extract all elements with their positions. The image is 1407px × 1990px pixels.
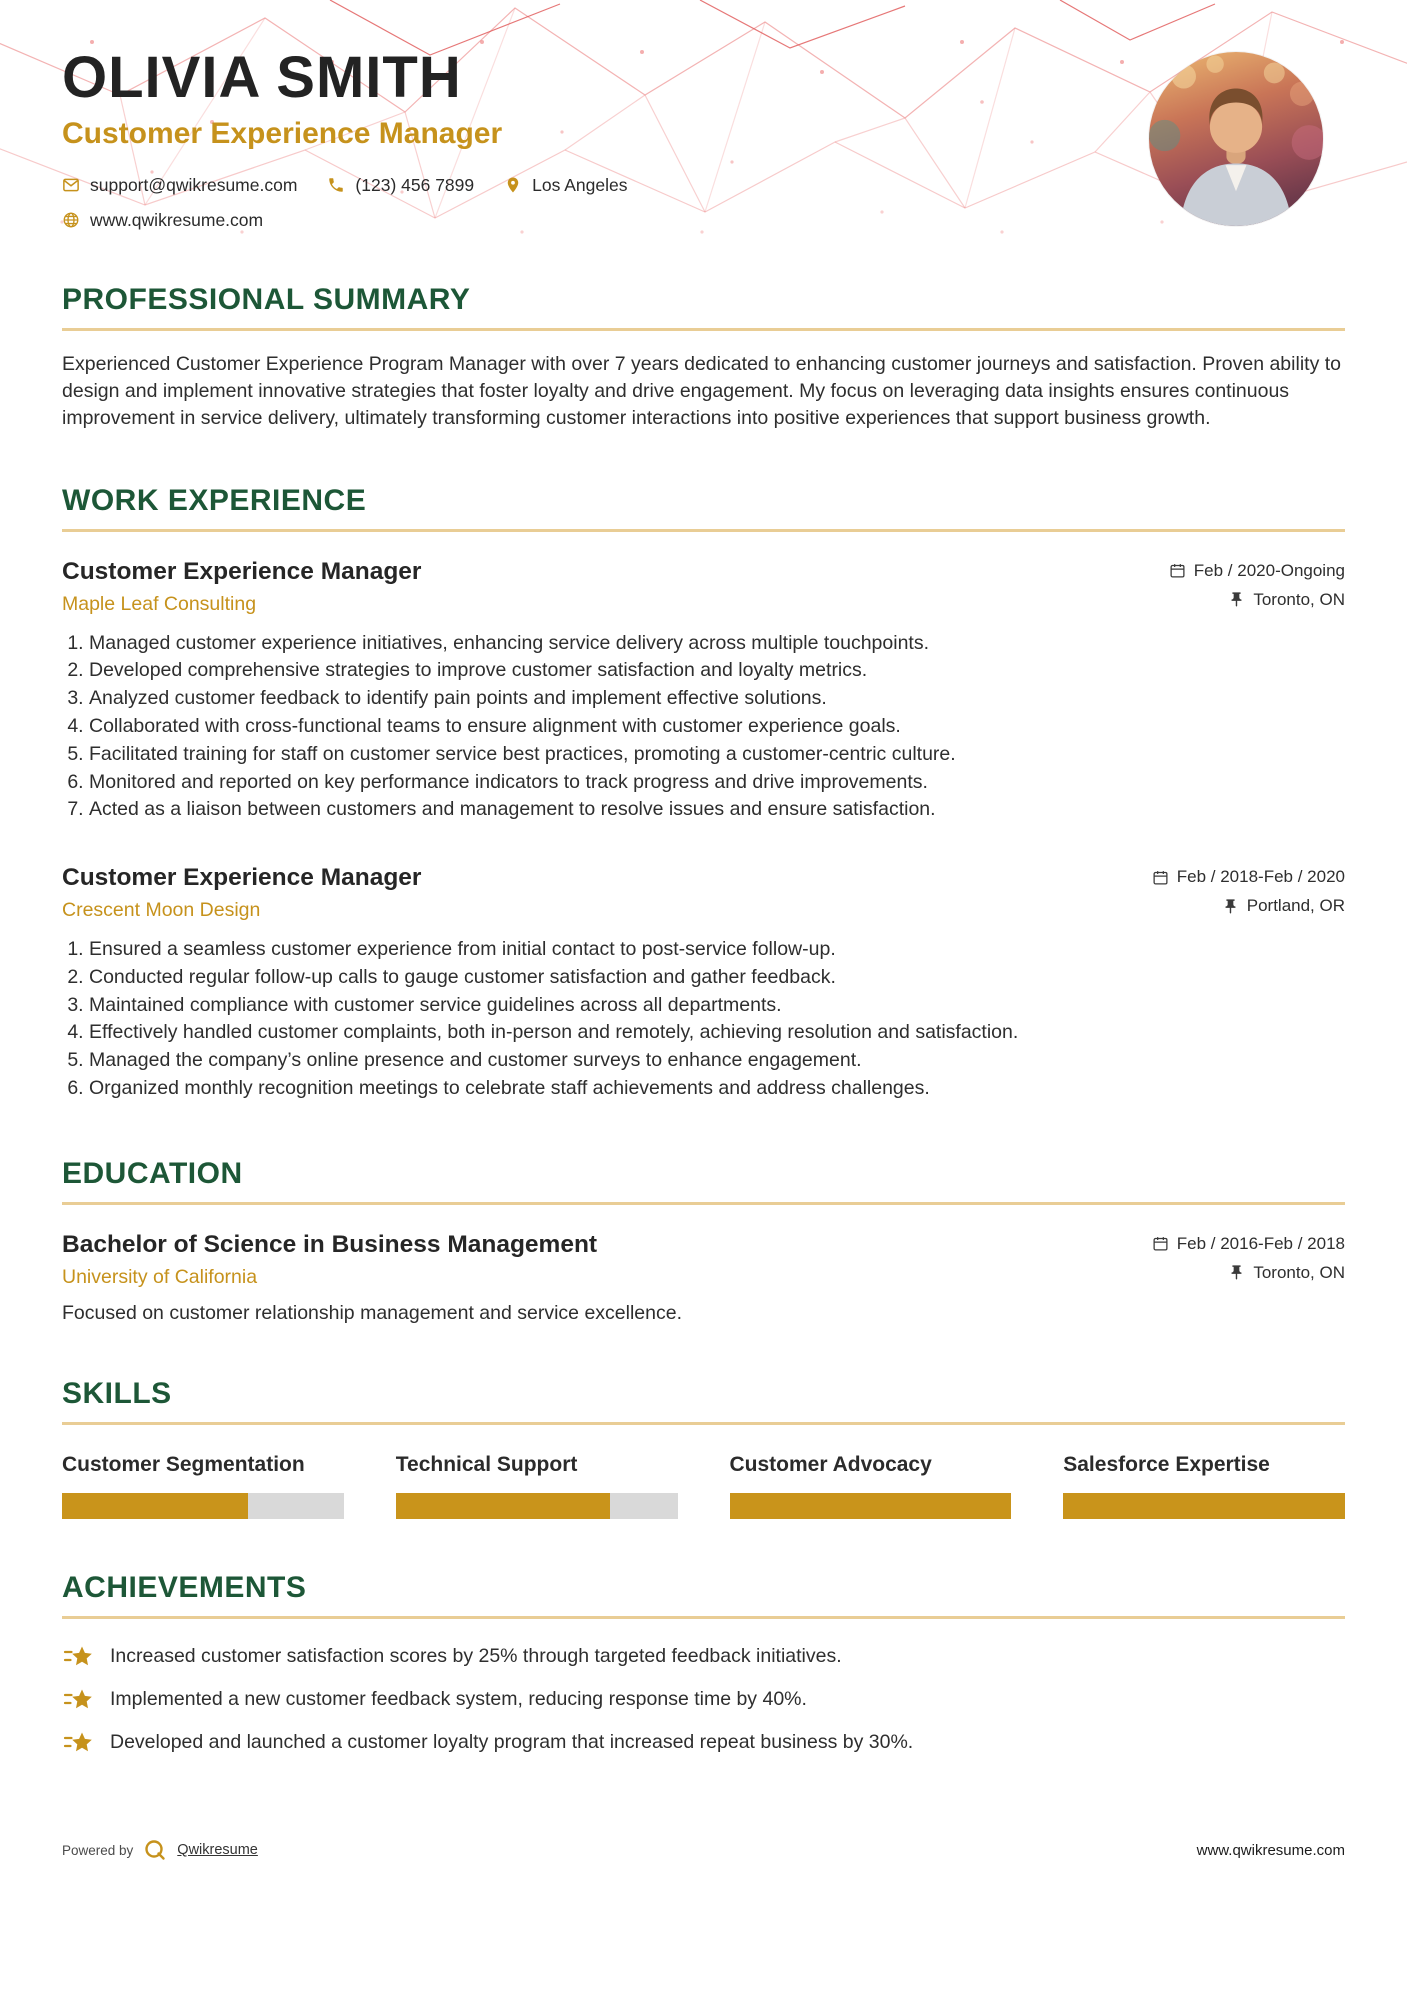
education-heading: EDUCATION [62, 1157, 1345, 1205]
contact-website [62, 210, 263, 231]
section-education [62, 1157, 1345, 1325]
contact-location-text: Los Angeles [532, 174, 628, 195]
candidate-name: OLIVIA SMITH [62, 45, 462, 110]
skill-bar [62, 1493, 344, 1519]
job-2-bullet: 6. Organized monthly recognition meetings to celebrate staff achievements and address challenges. [89, 1077, 1345, 1101]
calendar-icon [1152, 1235, 1169, 1252]
award-star-icon [62, 1686, 94, 1714]
job-1-bullet: 5. Facilitated training for staff on customer service best practices, promoting a customer-centric culture. [89, 743, 1345, 767]
job-1-bullet: 4. Collaborated with cross-functional teams to ensure alignment with customer experience goals. [89, 715, 1345, 739]
work-heading: WORK EXPERIENCE [62, 484, 1345, 532]
resume-header [62, 45, 1345, 231]
job-1-title: Customer Experience Manager [62, 557, 422, 585]
section-skills [62, 1377, 1345, 1519]
job-2-title: Customer Experience Manager [62, 864, 422, 892]
calendar-icon [1169, 562, 1186, 579]
education-school: University of California [62, 1265, 258, 1288]
contact-email-text: support@qwikresume.com [90, 174, 298, 195]
award-star-icon [62, 1729, 94, 1757]
contact-phone [327, 175, 474, 196]
education-location: Toronto, ON [1228, 1263, 1345, 1283]
candidate-title: Customer Experience Manager [62, 116, 503, 150]
job-1-bullet: 3. Analyzed customer feedback to identify pain points and implement effective solutions. [89, 687, 1345, 711]
job-1-bullet: 7. Acted as a liaison between customers and management to resolve issues and ensure satisfaction. [89, 798, 1345, 822]
contact-email [62, 175, 297, 196]
pushpin-icon [1228, 591, 1245, 608]
achievement-item [62, 1729, 1345, 1757]
skill-bar-fill [730, 1493, 1012, 1519]
skill-item [396, 1453, 678, 1519]
qwikresume-logo-icon [143, 1838, 167, 1862]
skill-item [62, 1453, 344, 1519]
contact-row-2 [62, 210, 628, 231]
avatar [1149, 52, 1323, 226]
skill-item [730, 1453, 1012, 1519]
header-text-block [62, 45, 628, 231]
education-entry [62, 1231, 1345, 1325]
section-professional-summary [62, 283, 1345, 432]
job-1-bullet: 6. Monitored and reported on key performance indicators to track progress and drive improvements. [89, 771, 1345, 795]
achievement-item [62, 1686, 1345, 1714]
job-entry-1 [62, 558, 1345, 822]
job-1-bullet: 2. Developed comprehensive strategies to improve customer satisfaction and loyalty metrics. [89, 659, 1345, 683]
job-1-dates: Feb / 2020-Ongoing [1169, 561, 1345, 581]
section-work-experience [62, 484, 1345, 1105]
achievement-text: Increased customer satisfaction scores by 25% through targeted feedback initiatives. [110, 1645, 842, 1668]
footer-website: www.qwikresume.com [1196, 1841, 1345, 1859]
powered-by-block [62, 1838, 258, 1862]
job-2-location: Portland, OR [1222, 896, 1345, 916]
skill-bar [1063, 1493, 1345, 1519]
summary-text: Experienced Customer Experience Program Manager with over 7 years dedicated to enhancing customer journeys and satisfaction. Proven ability to design and implement innovative strategies that foster loyalty and drive engagement. My focus on leveraging data insights ensures continuous improvement in service delivery, ultimately transforming customer interactions into positive experiences that support business growth. [62, 352, 1342, 429]
powered-by-label: Powered by [62, 1842, 134, 1858]
calendar-icon [1152, 869, 1169, 886]
job-1-bullets [62, 632, 1345, 822]
skill-name: Salesforce Expertise [1063, 1452, 1270, 1476]
education-description: Focused on customer relationship management and service excellence. [62, 1301, 683, 1324]
skill-bar [396, 1493, 678, 1519]
contact-info [62, 175, 628, 231]
skill-bar [730, 1493, 1012, 1519]
pushpin-icon [1228, 1264, 1245, 1281]
education-dates: Feb / 2016-Feb / 2018 [1152, 1234, 1345, 1254]
job-2-bullet: 1. Ensured a seamless customer experience from initial contact to post-service follow-up. [89, 938, 1345, 962]
job-2-bullet: 2. Conducted regular follow-up calls to gauge customer satisfaction and gather feedback. [89, 966, 1345, 990]
skill-bar-fill [62, 1493, 248, 1519]
skill-name: Customer Segmentation [62, 1452, 305, 1476]
pushpin-icon [1222, 898, 1239, 915]
skills-heading: SKILLS [62, 1377, 1345, 1425]
job-1-location: Toronto, ON [1228, 590, 1345, 610]
skill-bar-fill [1063, 1493, 1345, 1519]
job-2-meta [1152, 864, 1345, 916]
job-2-header [62, 864, 1345, 922]
contact-row-1 [62, 175, 628, 196]
avatar-photo [1149, 52, 1323, 226]
achievements-heading: ACHIEVEMENTS [62, 1571, 1345, 1619]
contact-website-text: www.qwikresume.com [90, 209, 264, 230]
job-entry-2 [62, 864, 1345, 1101]
globe-icon [62, 211, 80, 229]
achievement-text: Developed and launched a customer loyalty program that increased repeat business by 30%. [110, 1731, 914, 1754]
job-2-bullet: 4. Effectively handled customer complaints, both in-person and remotely, achieving resolution and satisfaction. [89, 1021, 1345, 1045]
job-2-bullet: 3. Maintained compliance with customer service guidelines across all departments. [89, 994, 1345, 1018]
job-2-bullets [62, 938, 1345, 1101]
phone-icon [327, 176, 345, 194]
contact-phone-text: (123) 456 7899 [355, 174, 475, 195]
skills-grid [62, 1453, 1345, 1519]
summary-heading: PROFESSIONAL SUMMARY [62, 283, 1345, 331]
qwikresume-brand-link[interactable]: Qwikresume [177, 1842, 258, 1858]
achievement-item [62, 1643, 1345, 1671]
job-1-header [62, 558, 1345, 616]
skill-item [1063, 1453, 1345, 1519]
achievements-list [62, 1643, 1345, 1757]
page-footer [62, 1838, 1345, 1932]
contact-location [504, 175, 627, 196]
job-1-meta [1169, 558, 1345, 610]
education-header [62, 1231, 1345, 1289]
job-2-dates: Feb / 2018-Feb / 2020 [1152, 867, 1345, 887]
education-meta [1152, 1231, 1345, 1283]
job-1-bullet: 1. Managed customer experience initiatives, enhancing service delivery across multiple touchpoints. [89, 632, 1345, 656]
education-degree: Bachelor of Science in Business Management [62, 1230, 598, 1258]
skill-name: Customer Advocacy [729, 1452, 932, 1476]
section-achievements [62, 1571, 1345, 1757]
achievement-text: Implemented a new customer feedback system, reducing response time by 40%. [110, 1688, 807, 1711]
award-star-icon [62, 1643, 94, 1671]
job-2-bullet: 5. Managed the company’s online presence and customer surveys to enhance engagement. [89, 1049, 1345, 1073]
skill-bar-fill [396, 1493, 610, 1519]
location-pin-icon [504, 176, 522, 194]
job-2-company: Crescent Moon Design [62, 899, 261, 922]
job-1-company: Maple Leaf Consulting [62, 592, 257, 615]
email-icon [62, 176, 80, 194]
skill-name: Technical Support [395, 1452, 578, 1476]
